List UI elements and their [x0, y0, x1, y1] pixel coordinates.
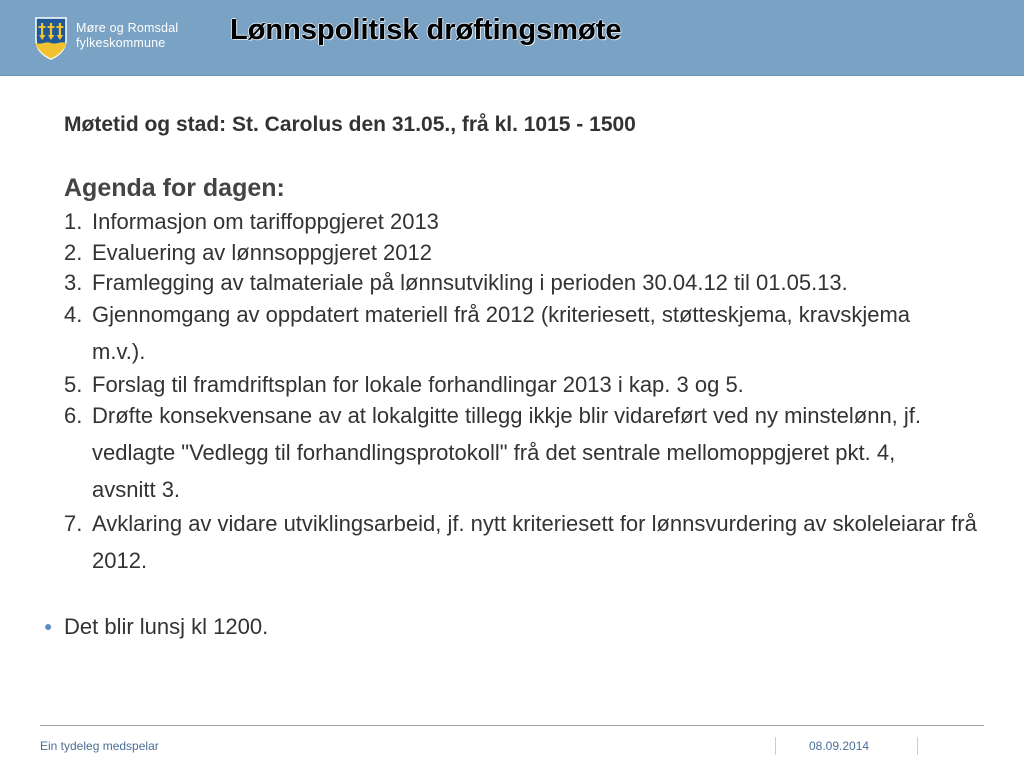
logo-line-1: Møre og Romsdal [76, 21, 179, 35]
lunch-note-text: Det blir lunsj kl 1200. [64, 614, 269, 639]
logo-line-2: fylkeskommune [76, 36, 166, 50]
lunch-note [44, 614, 268, 640]
agenda-list [64, 207, 994, 579]
meeting-info: Møtetid og stad: St. Carolus den 31.05., frå kl. 1015 - 1500 [64, 113, 636, 136]
agenda-item-3 [64, 268, 994, 299]
agenda-number: 2. [64, 239, 83, 265]
footer-slogan: Ein tydeleg medspelar [40, 739, 159, 753]
coat-of-arms-icon [34, 16, 68, 60]
agenda-item-7 [64, 505, 992, 579]
header-bar [0, 0, 1024, 76]
agenda-number: 4. [64, 301, 83, 327]
agenda-heading: Agenda for dagen: [64, 174, 285, 202]
footer-divider [40, 725, 984, 726]
agenda-text: Avklaring av vidare utviklingsarbeid, jf. nytt kriteriesett for lønnsvurdering av skoleleiarar frå 2012. [92, 511, 977, 573]
agenda-text: Gjennomgang av oppdatert materiell frå 2012 (kriteriesett, støtteskjema, kravskjema m.v.). [92, 301, 911, 364]
agenda-item-6 [64, 397, 952, 508]
footer-separator [917, 737, 918, 755]
agenda-text: Forslag til framdriftsplan for lokale forhandlingar 2013 i kap. 3 og 5. [92, 371, 744, 397]
footer-date: 08.09.2014 [809, 739, 870, 753]
agenda-item-4 [64, 296, 942, 370]
agenda-text: Drøfte konsekvensane av at lokalgitte tillegg ikkje blir vidareført ved ny minstelønn, jf. vedlagte "Vedlegg til forhandlingsprotokoll" frå det sentrale mellomoppgjeret pkt. 4, avsnitt 3. [92, 403, 922, 502]
agenda-number: 3. [64, 270, 83, 295]
agenda-number: 1. [64, 209, 83, 234]
organization-logo [34, 16, 194, 62]
bullet-icon: ● [44, 618, 53, 634]
agenda-item-2 [64, 238, 994, 269]
agenda-text: Informasjon om tariffoppgjeret 2013 [92, 209, 439, 234]
slide-title: Lønnspolitisk drøftingsmøte [230, 14, 622, 46]
agenda-item-5 [64, 370, 994, 401]
agenda-text: Evaluering av lønnsoppgjeret 2012 [92, 239, 433, 265]
agenda-number: 6. [64, 403, 83, 428]
agenda-number: 7. [64, 511, 83, 536]
agenda-item-1 [64, 207, 994, 238]
agenda-text: Framlegging av talmateriale på lønnsutvikling i perioden 30.04.12 til 01.05.13. [92, 270, 848, 295]
logo-text [76, 21, 178, 51]
footer-separator [775, 737, 776, 755]
agenda-number: 5. [64, 371, 83, 397]
